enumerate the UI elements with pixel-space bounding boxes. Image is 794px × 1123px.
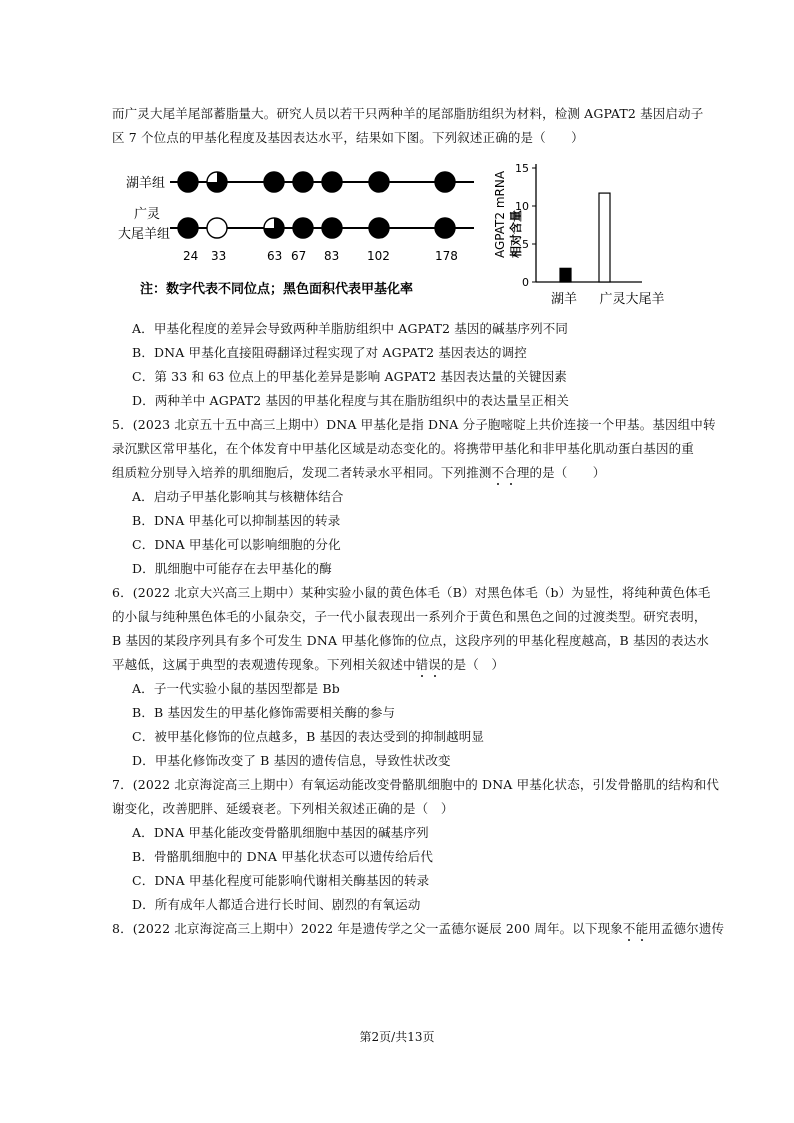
y-tick-label: 10 <box>515 200 529 213</box>
row2-label-b: 大尾羊组 <box>118 227 171 242</box>
q6-line4-end: 的是（ ） <box>440 657 505 672</box>
bar-ylabel-b: 相对含量 <box>509 209 523 258</box>
q7-stem-line-2: 谢变化，改善肥胖、延缓衰老。下列相关叙述正确的是（ ） <box>112 801 454 816</box>
site-label: 67 <box>291 249 307 263</box>
q6-emphasis-2: 误 <box>428 657 441 672</box>
q5-stem-line-2: 录沉默区常甲基化，在个体发育中甲基化区域是动态变化的。将携带甲基化和非甲基化肌动蛋白基因的重 <box>112 441 694 456</box>
q5-emphasis-1: 不 <box>491 465 505 480</box>
site-label: 178 <box>435 249 458 263</box>
q4-option-c: C．第 33 和 63 位点上的甲基化差异是影响 AGPAT2 基因表达量的关键因素 <box>132 369 567 384</box>
site-label: 24 <box>183 249 199 263</box>
bar-category-label: 广灵大尾羊 <box>599 292 665 307</box>
q6-option-b: B．B 基因发生的甲基化修饰需要相关酶的参与 <box>132 705 396 720</box>
q5-line3-text: 组质粒分别导入培养的肌细胞后，发现二者转录水平相同。下列推测 <box>112 465 492 480</box>
q4-stem-line-1: 而广灵大尾羊尾部蓄脂量大。研究人员以若干只两种羊的尾部脂肪组织为材料，检测 AGPAT2 基因启动子 <box>112 106 704 121</box>
q5-stem-line-1: 5．(2023 北京五十五中高三上期中）DNA 甲基化是指 DNA 分子胞嘧啶上共价连接一个甲基。基因组中转 <box>112 417 716 432</box>
q5-stem-line-3 <box>112 465 696 481</box>
mrna-bar-chart <box>493 162 665 307</box>
site-label: 33 <box>211 249 227 263</box>
q7-option-a: A．DNA 甲基化能改变骨骼肌细胞中基因的碱基序列 <box>132 825 429 840</box>
bar-category-label: 湖羊 <box>550 292 578 307</box>
q5-emphasis-2: 合 <box>504 465 517 480</box>
bar-ylabel-a: AGPAT2 mRNA <box>493 170 507 258</box>
row1-site-circle <box>322 172 342 192</box>
row2-site-circle <box>435 218 455 238</box>
site-label: 63 <box>267 249 283 263</box>
site-label: 83 <box>324 249 340 263</box>
q8-line1-end: 用孟德尔遗传 <box>648 921 725 936</box>
row2-site-circle <box>322 218 342 238</box>
y-tick-label: 15 <box>515 162 529 175</box>
page-number: 第2页/共13页 <box>359 1030 435 1044</box>
row1-site-circle <box>207 172 227 192</box>
q4-option-d: D．两种羊中 AGPAT2 基因的甲基化程度与其在脂肪组织中的表达量呈正相关 <box>132 393 570 408</box>
q8-emphasis-2: 能 <box>635 921 649 936</box>
row2-site-circle <box>264 218 284 238</box>
q6-stem-line-4 <box>112 657 696 673</box>
row2-site-circle <box>178 218 198 238</box>
row1-site-circle <box>264 172 284 192</box>
q5-option-a: A．启动子甲基化影响其与核糖体结合 <box>132 489 344 504</box>
q6-option-c: C．被甲基化修饰的位点越多，B 基因的表达受到的抑制越明显 <box>132 729 485 744</box>
row2-label-a: 广灵 <box>134 207 161 222</box>
figure-note: 注：数字代表不同位点；黑色面积代表甲基化率 <box>140 282 414 297</box>
q8-line1-text: 8．(2022 北京海淀高三上期中）2022 年是遗传学之父一孟德尔诞辰 200 周年。以下现象 <box>112 921 623 936</box>
q7-option-b: B．骨骼肌细胞中的 DNA 甲基化状态可以遗传给后代 <box>132 849 434 864</box>
mrna-bar <box>599 193 610 282</box>
mrna-bar <box>560 268 571 282</box>
q7-option-d: D．所有成年人都适合进行长时间、剧烈的有氧运动 <box>132 897 421 912</box>
q4-option-a: A．甲基化程度的差异会导致两种羊脂肪组织中 AGPAT2 基因的碱基序列不同 <box>132 321 569 336</box>
q4-stem-line-2: 区 7 个位点的甲基化程度及基因表达水平，结果如下图。下列叙述正确的是（ ） <box>112 130 584 145</box>
row1-site-circle <box>435 172 455 192</box>
row1-label: 湖羊组 <box>126 176 166 191</box>
q6-stem-line-2: 的小鼠与纯种黑色体毛的小鼠杂交，子一代小鼠表现出一系列介于黄色和黑色之间的过渡类型。研究表明， <box>112 609 707 624</box>
q7-option-c: C．DNA 甲基化程度可能影响代谢相关酶基因的转录 <box>132 873 430 888</box>
q6-stem-line-3: B 基因的某段序列具有多个可发生 DNA 甲基化修饰的位点，这段序列的甲基化程度越高，B 基因的表达水 <box>112 633 709 648</box>
q6-option-a: A．子一代实验小鼠的基因型都是 Bb <box>132 681 340 696</box>
y-tick-label: 0 <box>522 276 529 289</box>
q6-option-d: D．甲基化修饰改变了 B 基因的遗传信息，导致性状改变 <box>132 753 451 768</box>
q5-option-c: C．DNA 甲基化可以影响细胞的分化 <box>132 537 341 552</box>
q6-emphasis-1: 错 <box>415 657 429 672</box>
row1-site-circle <box>369 172 389 192</box>
methylation-figure <box>112 150 672 310</box>
q6-line4-text: 平越低，这属于典型的表观遗传现象。下列相关叙述中 <box>112 657 416 672</box>
y-tick-label: 5 <box>522 238 529 251</box>
site-label: 102 <box>367 249 390 263</box>
q5-option-d: D．肌细胞中可能存在去甲基化的酶 <box>132 561 332 576</box>
row1-site-circle <box>178 172 198 192</box>
q7-stem-line-1: 7．(2022 北京海淀高三上期中）有氧运动能改变骨骼肌细胞中的 DNA 甲基化状态，引发骨骼肌的结构和代 <box>112 777 719 792</box>
q5-line3-end: 理的是（ ） <box>516 465 606 480</box>
row1-site-circle <box>293 172 313 192</box>
q5-option-b: B．DNA 甲基化可以抑制基因的转录 <box>132 513 341 528</box>
q8-stem-line-1 <box>112 921 725 937</box>
q4-option-b: B．DNA 甲基化直接阻碍翻译过程实现了对 AGPAT2 基因表达的调控 <box>132 345 527 360</box>
q6-stem-line-1: 6．(2022 北京大兴高三上期中）某种实验小鼠的黄色体毛（B）对黑色体毛（b）为显性，将纯种黄色体毛 <box>112 585 711 600</box>
row2-site-circle <box>207 218 227 238</box>
row2-site-circle <box>369 218 389 238</box>
row2-site-circle <box>293 218 313 238</box>
q8-emphasis-1: 不 <box>622 921 636 936</box>
